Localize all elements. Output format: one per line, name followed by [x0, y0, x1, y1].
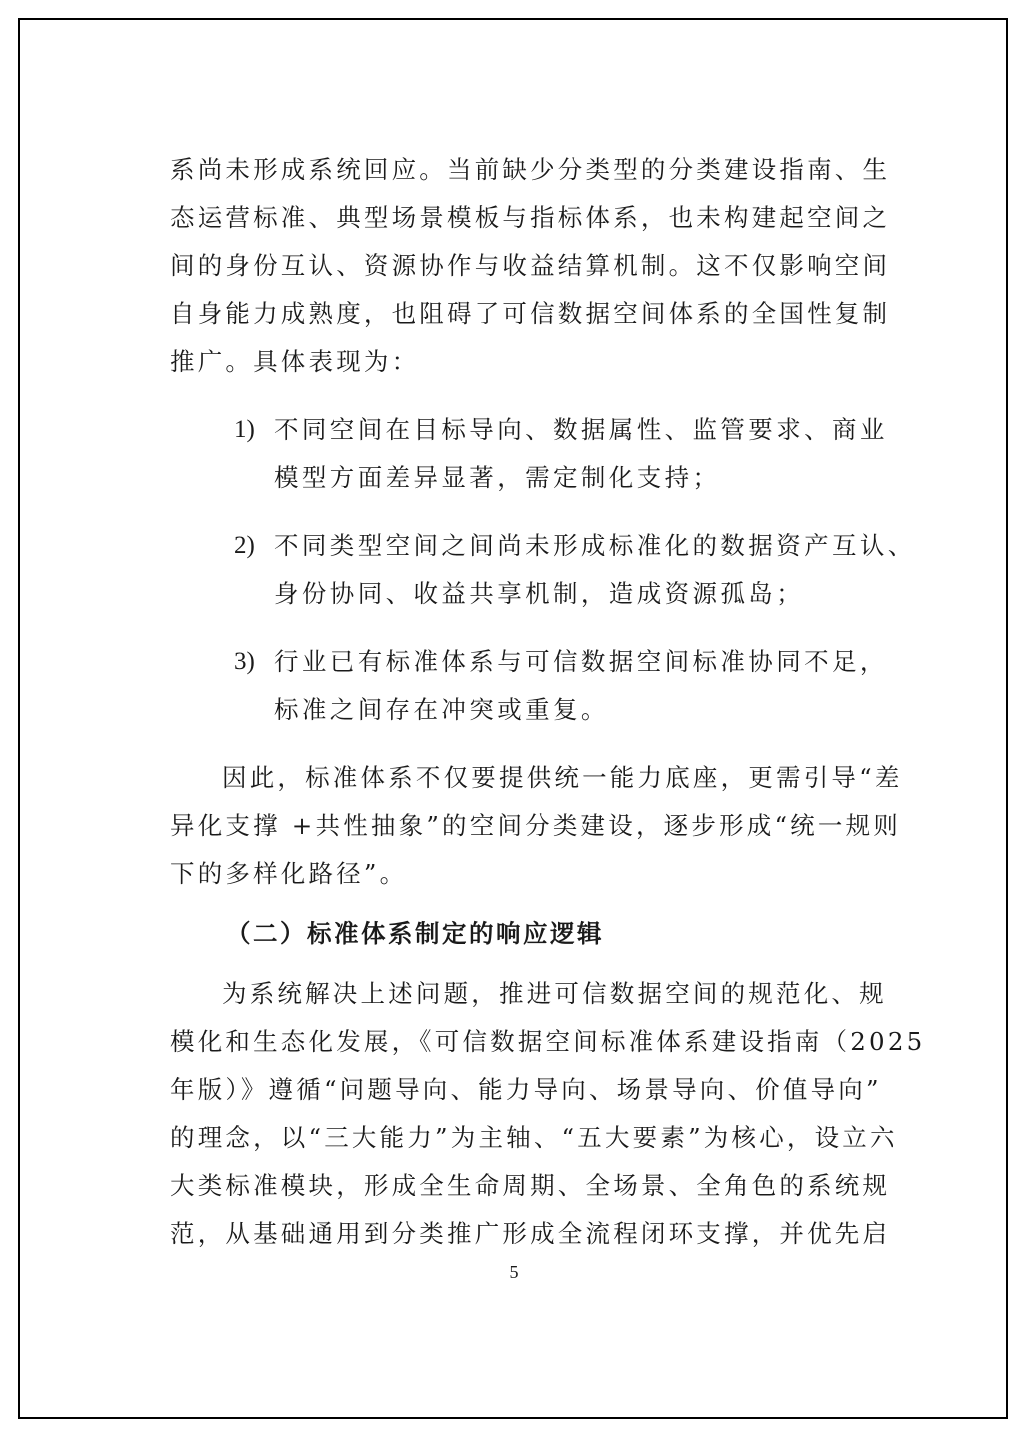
list-item-line: 行业已有标准体系与可信数据空间标准协同不足，: [274, 647, 888, 676]
section-paragraph: [170, 970, 926, 1258]
paragraph-line: 间的身份互认、资源协作与收益结算机制。这不仅影响空间: [170, 251, 891, 280]
paragraph-line: 下的多样化路径”。: [170, 859, 408, 888]
numbered-list: [170, 406, 916, 734]
paragraph-line: 自身能力成熟度，也阻碍了可信数据空间体系的全国性复制: [170, 299, 891, 328]
list-item-number: 1): [234, 416, 255, 443]
list-item: [234, 522, 916, 618]
paragraph-line: 年版）》遵循“问题导向、能力导向、场景导向、价值导向”: [170, 1075, 882, 1104]
list-item: [234, 638, 888, 734]
paragraph-line: 系尚未形成系统回应。当前缺少分类型的分类建设指南、生: [170, 155, 891, 184]
list-item-line: 模型方面差异显著，需定制化支持；: [274, 463, 721, 492]
document-body: [170, 146, 926, 1258]
paragraph-line: 异化支撑 +共性抽象”的空间分类建设，逐步形成“统一规则: [170, 811, 901, 840]
list-item-line: 身份协同、收益共享机制，造成资源孤岛；: [274, 579, 805, 608]
page-number: 5: [509, 1262, 519, 1282]
paragraph-line: 的理念，以“三大能力”为主轴、“五大要素”为核心，设立六: [170, 1123, 898, 1152]
list-item: [234, 406, 888, 502]
list-item-number: 3): [234, 648, 255, 675]
list-item-line: 标准之间存在冲突或重复。: [274, 695, 609, 724]
list-item-line: 不同类型空间之间尚未形成标准化的数据资产互认、: [274, 531, 916, 560]
paragraph-line: 范，从基础通用到分类推广形成全流程闭环支撑，并优先启: [170, 1219, 891, 1248]
paragraph-line: 为系统解决上述问题，推进可信数据空间的规范化、规: [222, 979, 887, 1008]
list-item-number: 2): [234, 532, 255, 559]
section-heading: （二）标准体系制定的响应逻辑: [226, 919, 604, 948]
paragraph-line: 推广。具体表现为：: [170, 347, 420, 376]
paragraph-line: 大类标准模块，形成全生命周期、全场景、全角色的系统规: [170, 1171, 891, 1200]
paragraph-line: 因此，标准体系不仅要提供统一能力底座，更需引导“差: [222, 763, 903, 792]
paragraph-line: 态运营标准、典型场景模板与指标体系，也未构建起空间之: [170, 203, 891, 232]
list-item-line: 不同空间在目标导向、数据属性、监管要求、商业: [274, 415, 888, 444]
paragraph-line: 模化和生态化发展，《可信数据空间标准体系建设指南（2025: [170, 1027, 926, 1056]
conclusion-paragraph: [170, 754, 903, 898]
intro-paragraph: [170, 146, 891, 386]
